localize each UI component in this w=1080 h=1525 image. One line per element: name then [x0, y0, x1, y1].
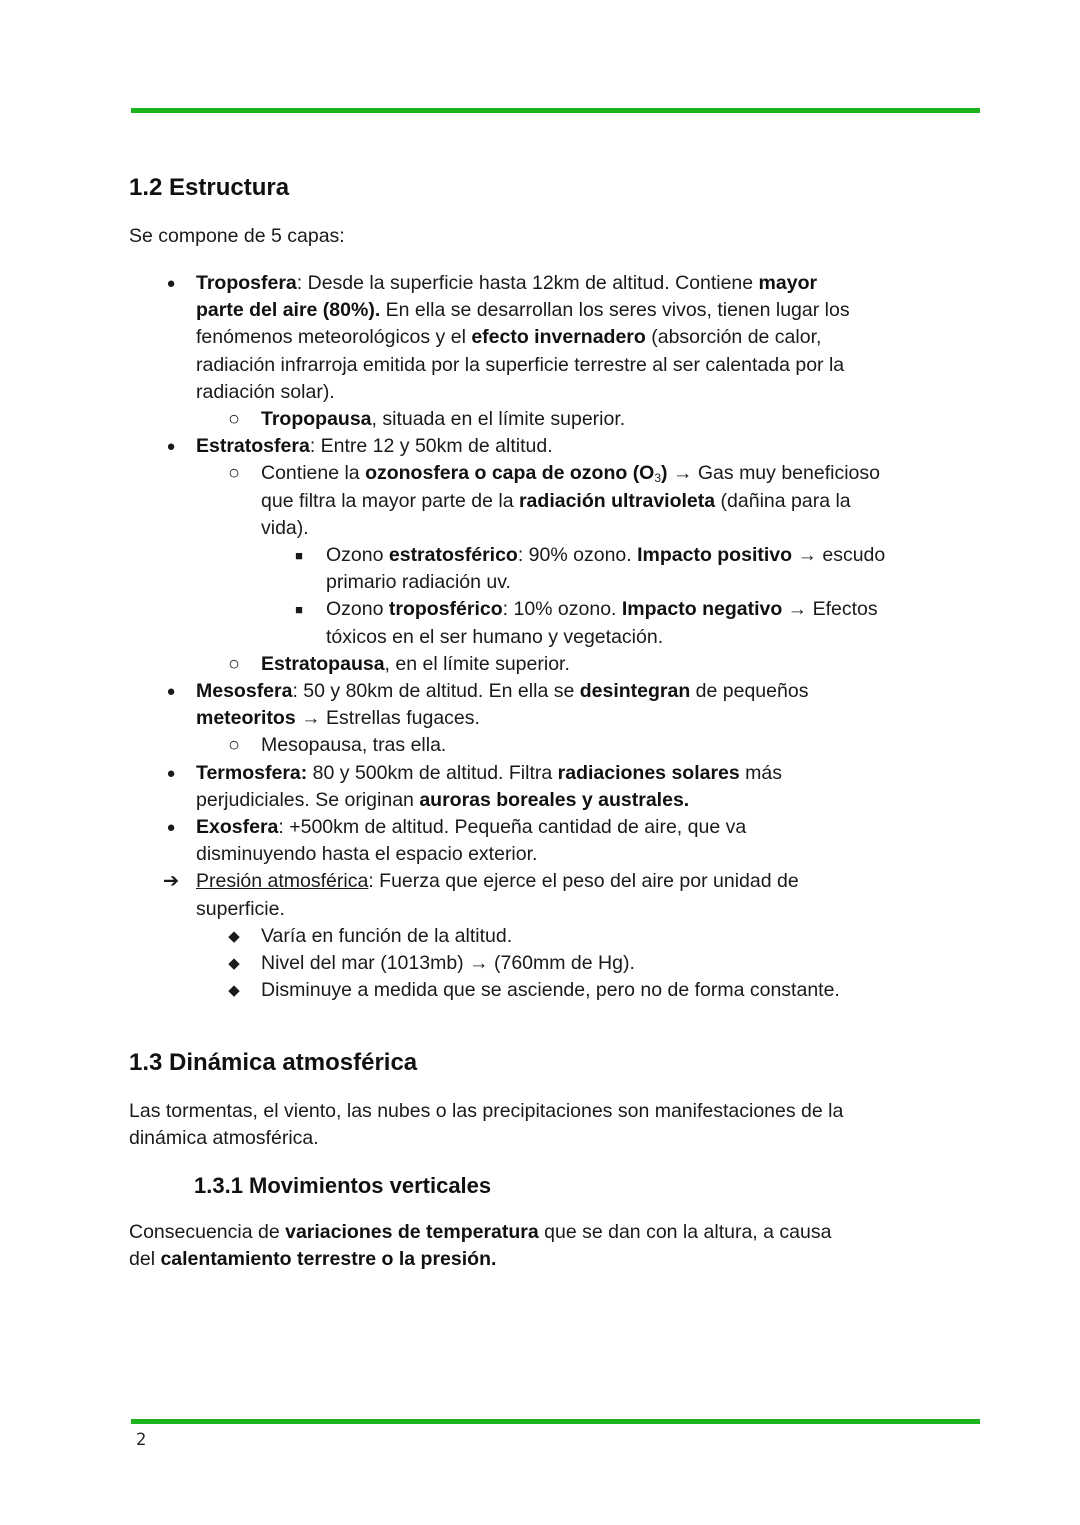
dinamica-paragraph — [129, 1098, 843, 1152]
text-run: fenómenos meteorológicos y el — [196, 326, 472, 349]
bold-text: parte del aire (80%). — [196, 299, 381, 322]
bold-text: auroras boreales y australes. — [419, 788, 690, 811]
text-run: Varía en función de la altitud. — [261, 924, 513, 947]
text-run: perjudiciales. Se originan — [196, 788, 420, 811]
list-item — [0, 760, 1080, 814]
bold-text: radiación ultravioleta — [518, 489, 716, 512]
list-item — [0, 406, 1080, 433]
text-run: superficie. — [196, 897, 285, 920]
square-bullet-icon: ■ — [295, 548, 303, 564]
text-run: → Gas muy beneficioso — [667, 462, 880, 485]
list-item — [0, 678, 1080, 732]
bold-text: ozonosfera o capa de ozono (O — [365, 462, 655, 485]
circle-bullet-icon: ○ — [228, 462, 240, 485]
text-run: (dañina para la — [715, 489, 851, 512]
bold-text: Impacto negativo — [621, 598, 783, 621]
text-run: radiación infrarroja emitida por la superficie terrestre al ser calentada por la — [196, 353, 845, 376]
text-run: Disminuye a medida que se asciende, pero no de forma constante. — [261, 979, 840, 1002]
text-run: que filtra la mayor parte de la — [261, 489, 519, 512]
text-run: Nivel del mar (1013mb) → (760mm de Hg). — [261, 952, 635, 975]
text-run: , situada en el límite superior. — [371, 408, 626, 431]
text-run: Mesopausa, tras ella. — [261, 734, 447, 757]
text-run: : 90% ozono. — [517, 544, 638, 567]
movimientos-paragraph — [129, 1219, 831, 1273]
list-item — [0, 814, 1080, 868]
arrow-bullet-icon: ➔ — [162, 870, 180, 893]
bold-text: Troposfera — [196, 272, 297, 294]
bold-text: calentamiento terrestre o la presión. — [160, 1248, 497, 1271]
text-run: : 50 y 80km de altitud. En ella se — [292, 680, 580, 703]
bold-text: meteoritos — [196, 707, 296, 730]
page-number: 2 — [136, 1430, 147, 1450]
list-item — [0, 651, 1080, 678]
text-run: Las tormentas, el viento, las nubes o las precipitaciones son manifestaciones de la — [129, 1100, 844, 1122]
section-heading-dinamica: 1.3 Dinámica atmosférica — [129, 1049, 418, 1076]
header-rule — [131, 108, 980, 113]
bold-text: estratosférico — [388, 544, 518, 567]
bold-text: Mesosfera — [196, 680, 293, 703]
bold-text: troposférico — [388, 598, 503, 621]
text-run: (absorción de calor, — [645, 326, 822, 349]
bold-text: Estratopausa — [261, 652, 385, 675]
text-run: : 10% ozono. — [502, 598, 622, 621]
subscript-text: 3 — [654, 471, 662, 486]
bold-text: Termosfera: — [196, 761, 308, 784]
text-run: 80 y 500km de altitud. Filtra — [307, 761, 558, 784]
list-item — [0, 732, 1080, 759]
text-run: que se dan con la altura, a causa — [538, 1221, 832, 1243]
circle-bullet-icon: ○ — [228, 408, 240, 431]
bold-text: efecto invernadero — [471, 326, 646, 349]
list-item — [0, 596, 1080, 650]
list-item — [0, 460, 1080, 542]
square-bullet-icon: ■ — [295, 602, 303, 618]
diamond-bullet-icon: ◆ — [228, 927, 240, 945]
bold-text: Tropopausa — [261, 408, 372, 431]
list-item — [0, 923, 1080, 950]
underlined-text: Presión atmosférica — [196, 870, 369, 893]
bold-text: ) — [661, 462, 668, 485]
list-item — [0, 433, 1080, 460]
text-run: : Entre 12 y 50km de altitud. — [309, 435, 553, 458]
text-run: Ozono — [326, 598, 389, 621]
list-item — [0, 868, 1080, 922]
text-run: radiación solar). — [196, 380, 335, 403]
circle-bullet-icon: ○ — [228, 652, 240, 675]
list-item — [0, 542, 1080, 596]
bold-text: variaciones de temperatura — [285, 1221, 539, 1243]
text-run: Ozono — [326, 544, 389, 567]
bold-text: Estratosfera — [196, 435, 310, 458]
text-run: del — [129, 1248, 161, 1271]
diamond-bullet-icon: ◆ — [228, 982, 240, 1000]
intro-text: Se compone de 5 capas: — [129, 225, 345, 247]
bold-text: Exosfera — [196, 816, 279, 839]
layers-list — [0, 270, 1080, 1004]
bullet-icon: ● — [166, 764, 176, 782]
text-run: dinámica atmosférica. — [129, 1127, 319, 1150]
bold-text: desintegran — [579, 680, 691, 703]
text-run: En ella se desarrollan los seres vivos, tienen lugar los — [380, 299, 850, 322]
text-run: vida). — [261, 516, 309, 539]
bullet-icon: ● — [166, 683, 176, 701]
text-run: : +500km de altitud. Pequeña cantidad de aire, que va — [278, 816, 747, 839]
list-item — [0, 977, 1080, 1004]
bullet-icon: ● — [166, 275, 176, 292]
bullet-icon: ● — [166, 438, 176, 456]
section-heading-estructura: 1.2 Estructura — [129, 174, 290, 201]
bold-text: radiaciones solares — [557, 761, 740, 784]
text-run: → Estrellas fugaces. — [295, 707, 480, 730]
bold-text: Impacto positivo — [637, 544, 793, 567]
circle-bullet-icon: ○ — [228, 734, 240, 757]
text-run: Contiene la — [261, 462, 366, 485]
bold-text: mayor — [758, 272, 818, 294]
text-run: tóxicos en el ser humano y vegetación. — [326, 625, 664, 648]
text-run: → escudo — [792, 544, 886, 567]
text-run: primario radiación uv. — [326, 571, 511, 594]
text-run: → Efectos — [782, 598, 878, 621]
diamond-bullet-icon: ◆ — [228, 955, 240, 973]
footer-rule — [131, 1419, 980, 1424]
text-run: , en el límite superior. — [384, 652, 570, 675]
text-run: de pequeños — [690, 680, 809, 703]
subsection-heading-movimientos: 1.3.1 Movimientos verticales — [194, 1173, 492, 1198]
bullet-icon: ● — [166, 819, 176, 837]
text-run: : Desde la superficie hasta 12km de altitud. Contiene — [296, 272, 759, 294]
list-item — [0, 270, 1080, 406]
text-run: : Fuerza que ejerce el peso del aire por unidad de — [368, 870, 799, 893]
list-item — [0, 950, 1080, 977]
text-run: disminuyendo hasta el espacio exterior. — [196, 843, 538, 866]
text-run: más — [739, 761, 783, 784]
text-run: Consecuencia de — [129, 1221, 286, 1243]
